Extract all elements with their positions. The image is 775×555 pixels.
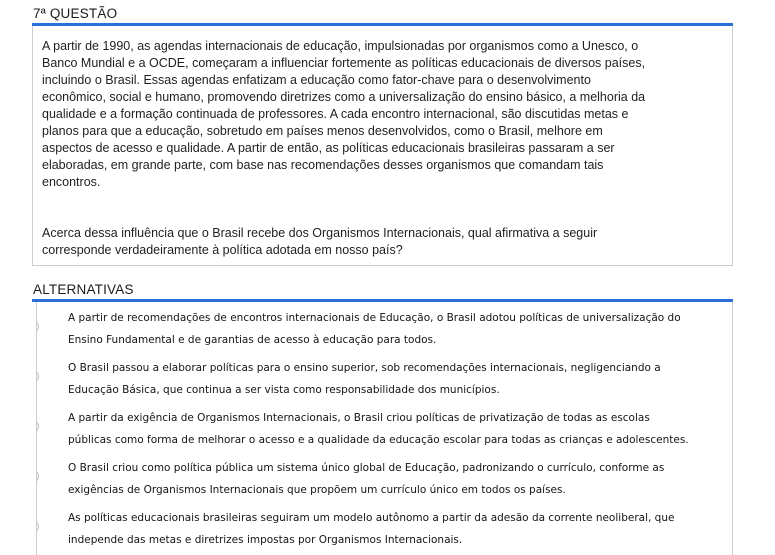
alternative-text-line: A partir de recomendações de encontros internacionais de Educação, o Brasil adotou políticas de universalização do	[68, 312, 681, 324]
radio-button[interactable]	[36, 520, 39, 533]
alternative-option-2[interactable]	[37, 352, 732, 402]
alternative-text-line: A partir da exigência de Organismos Internacionais, o Brasil criou políticas de privatização de todas as escolas	[68, 412, 650, 424]
alternative-option-3[interactable]	[37, 402, 732, 452]
question-line: econômico, social e humano, promovendo diretrizes como a universalização do ensino básico, a melhoria da	[42, 90, 646, 104]
alternative-text-line: independe das metas e diretrizes impostas por Organismos Internacionais.	[68, 534, 463, 546]
question-paragraph-2	[42, 225, 724, 259]
alternative-text-line: exigências de Organismos Internacionais que propõem um currículo único em todos os países.	[68, 484, 566, 496]
radio-button[interactable]	[36, 420, 39, 433]
alternatives-list	[36, 302, 733, 555]
alternative-option-1[interactable]	[37, 302, 732, 352]
question-line: encontros.	[42, 175, 101, 189]
alternative-option-5[interactable]	[37, 502, 732, 552]
radio-button[interactable]	[36, 370, 39, 383]
question-line: A partir de 1990, as agendas internacionais de educação, impulsionadas por organismos como a Unesco, o	[42, 39, 639, 53]
alternative-option-4[interactable]	[37, 452, 732, 502]
alternative-text-line: Educação Básica, que continua a ser vista como responsabilidade dos municípios.	[68, 384, 500, 396]
radio-button[interactable]	[36, 320, 39, 333]
question-line: Acerca dessa influência que o Brasil recebe dos Organismos Internacionais, qual afirmativa a seguir	[42, 226, 598, 240]
radio-button[interactable]	[36, 470, 39, 483]
question-line: qualidade e a formação continuada de professores. A cada encontro internacional, são discutidas metas e	[42, 107, 629, 121]
alternative-text-line: O Brasil passou a elaborar políticas para o ensino superior, sob recomendações internacionais, negligenciando a	[68, 362, 661, 374]
question-line: planos para que a educação, sobretudo em países menos desenvolvidos, como o Brasil, melhore em	[42, 124, 603, 138]
question-box	[32, 26, 733, 266]
alternative-text-line: O Brasil criou como política pública um sistema único global de Educação, padronizando o currículo, conforme as	[68, 462, 665, 474]
alternative-text-line: públicas como forma de melhorar o acesso e a qualidade da educação escolar para todas as crianças e adolescentes.	[68, 434, 689, 446]
question-line: aspectos de acesso e qualidade. A partir de então, as políticas educacionais brasileiras passaram a ser	[42, 141, 615, 155]
alternatives-header: ALTERNATIVAS	[33, 282, 134, 297]
alternative-text-line: As políticas educacionais brasileiras seguiram um modelo autônomo a partir da adesão da corrente neoliberal, que	[68, 512, 675, 524]
question-line: corresponde verdadeiramente à política adotada em nosso país?	[42, 243, 403, 257]
question-line: Banco Mundial e a OCDE, começaram a influenciar fortemente as políticas educacionais de diversos países,	[42, 56, 646, 70]
question-line: incluindo o Brasil. Essas agendas enfatizam a educação como fator-chave para o desenvolvimento	[42, 73, 591, 87]
question-paragraph-1	[42, 38, 724, 191]
paragraph-gap	[42, 191, 724, 225]
question-header: 7ª QUESTÃO	[33, 6, 118, 21]
alternative-text-line: Ensino Fundamental e de garantias de acesso à educação para todos.	[68, 334, 437, 346]
question-line: elaboradas, em grande parte, com base nas recomendações desses organismos que comandam tais	[42, 158, 604, 172]
